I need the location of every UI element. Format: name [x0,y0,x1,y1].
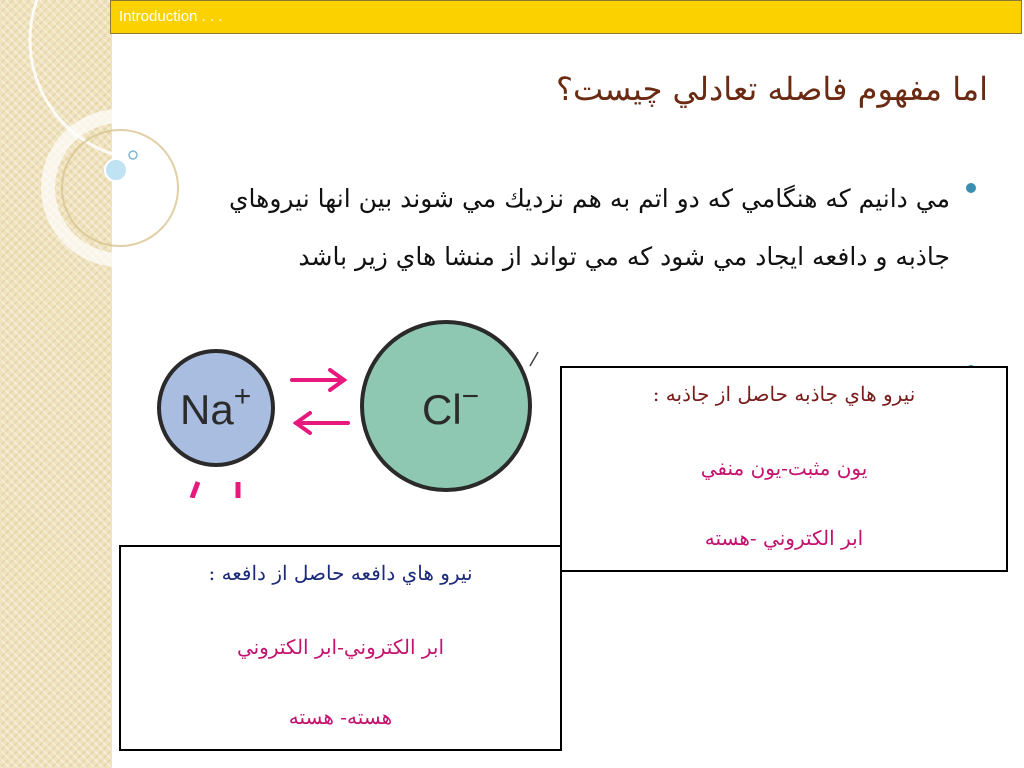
sodium-ion-label: Na+ [180,380,252,433]
section-label: Introduction . . . [119,8,223,25]
attraction-arrow-right [292,370,344,390]
repulsion-heading: نيرو هاي دافعه حاصل از دافعه : [208,561,473,585]
diagram-edge-mark [530,352,538,366]
bullet-text: مي دانيم كه هنگامي كه دو اتم به هم نزديك مي شوند بين انها نيروهاي جاذبه و دافعه ايجاد مي شود كه مي تواند از منشا هاي زير باشد [228,184,950,271]
attraction-item: يون مثبت-يون منفي [700,456,868,480]
attraction-forces-box [560,366,1008,572]
chloride-ion-label: Cl− [422,380,480,433]
repulsion-arrow-fragment [192,482,238,498]
ion-diagram [150,318,550,498]
repulsion-forces-box [119,545,562,751]
bullet-marker [966,183,976,193]
attraction-heading: نيرو هاي جاذبه حاصل از جاذبه : [652,382,916,406]
attraction-arrow-left [296,413,348,433]
repulsion-item: هسته- هسته [288,705,393,729]
header-bar [110,0,1022,34]
slide-title: اما مفهوم فاصله تعادلي چيست؟ [555,70,988,108]
repulsion-item: ابر الكتروني-ابر الكتروني [236,635,445,659]
decorative-rings [0,0,180,300]
attraction-item: ابر الكتروني -هسته [704,526,864,550]
